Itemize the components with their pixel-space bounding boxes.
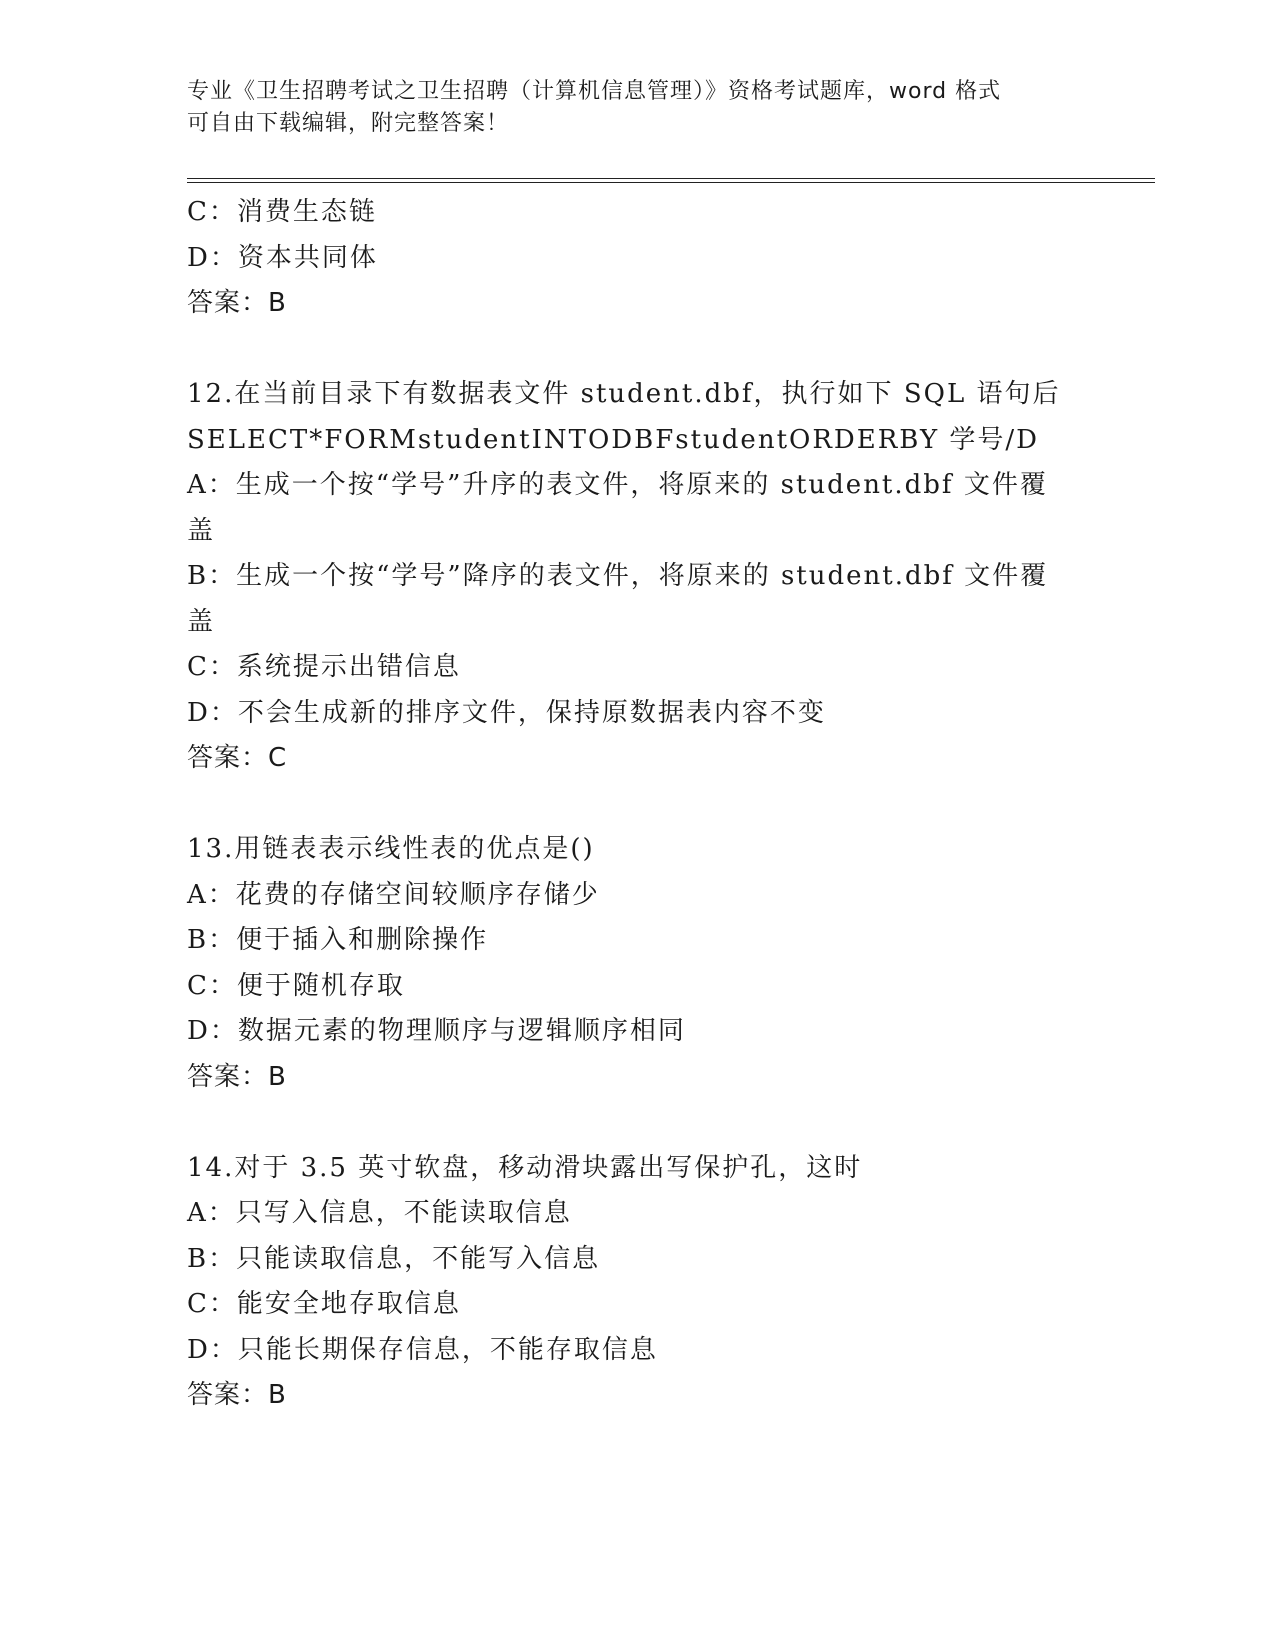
q13-option-b: B：便于插入和删除操作	[187, 925, 489, 955]
q14-answer: 答案：B	[187, 1380, 287, 1410]
q14-option-c: C：能安全地存取信息	[187, 1289, 461, 1319]
q12-stem-line-2: SELECT*FORMstudentINTODBFstudentORDERBY 学号/D	[187, 424, 1039, 455]
question-11-tail	[187, 190, 1087, 327]
q13-stem: 13.用链表表示线性表的优点是()	[187, 834, 595, 864]
header-line-2: 可自由下载编辑，附完整答案！	[187, 111, 510, 136]
question-list	[187, 190, 1087, 1419]
q12-option-c: C：系统提示出错信息	[187, 652, 461, 682]
q13-option-c: C：便于随机存取	[187, 970, 405, 1001]
q11-option-c: C：消费生态链	[187, 197, 377, 227]
q14-option-d: D：只能长期保存信息，不能存取信息	[187, 1334, 658, 1365]
q12-option-d: D：不会生成新的排序文件，保持原数据表内容不变	[187, 697, 826, 728]
q11-option-d: D：资本共同体	[187, 242, 378, 273]
q13-answer: 答案：B	[187, 1061, 287, 1092]
question-13	[187, 827, 1087, 1100]
q12-stem-line-1: 12.在当前目录下有数据表文件 student.dbf，执行如下 SQL 语句后	[187, 379, 1061, 409]
question-12	[187, 372, 1087, 782]
header-divider-top	[187, 178, 1155, 179]
q12-answer: 答案：C	[187, 743, 288, 773]
q12-option-b-line-1: B：生成一个按“学号”降序的表文件，将原来的 student.dbf 文件覆	[187, 561, 1049, 591]
header-line-1: 专业《卫生招聘考试之卫生招聘（计算机信息管理）》资格考试题库，word 格式	[187, 79, 1002, 104]
q13-option-d: D：数据元素的物理顺序与逻辑顺序相同	[187, 1016, 686, 1046]
q14-option-b: B：只能读取信息，不能写入信息	[187, 1243, 601, 1274]
spacer	[187, 1100, 1087, 1146]
q14-option-a: A：只写入信息，不能读取信息	[187, 1198, 572, 1228]
q14-stem: 14.对于 3.5 英寸软盘，移动滑块露出写保护孔，这时	[187, 1152, 863, 1183]
q12-option-a-line-1: A：生成一个按“学号”升序的表文件，将原来的 student.dbf 文件覆	[187, 470, 1048, 500]
q12-option-b-line-2: 盖	[187, 606, 216, 637]
q12-option-a-line-2: 盖	[187, 515, 216, 546]
header-divider-bottom	[187, 182, 1155, 183]
question-14	[187, 1146, 1087, 1419]
q13-option-a: A：花费的存储空间较顺序存储少	[187, 879, 600, 910]
spacer	[187, 327, 1087, 373]
document-header	[187, 76, 1067, 140]
spacer	[187, 782, 1087, 828]
q11-answer: 答案：B	[187, 288, 287, 318]
